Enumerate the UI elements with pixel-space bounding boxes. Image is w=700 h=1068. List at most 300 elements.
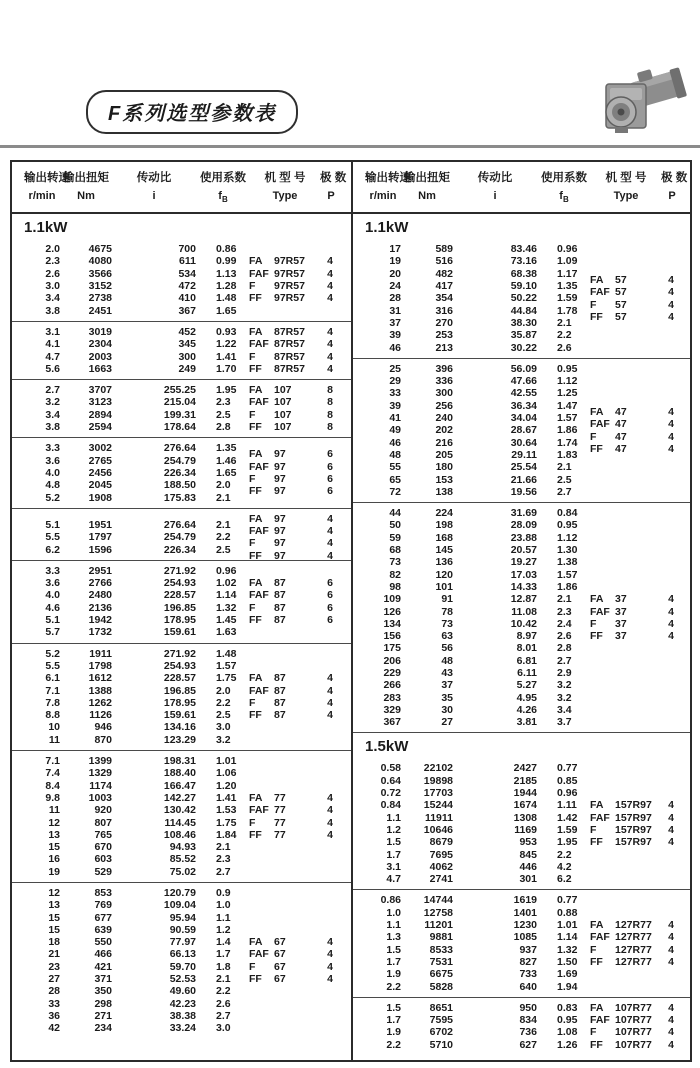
type-row xyxy=(590,812,682,824)
type-group xyxy=(249,255,341,304)
output-speed-value: 65 xyxy=(389,473,401,486)
type-prefix: F xyxy=(249,473,256,486)
output-torque-value: 4675 xyxy=(88,243,112,256)
service-factor-value: 1.0 xyxy=(216,899,231,912)
type-value xyxy=(249,421,319,433)
type-row xyxy=(590,630,682,642)
type-model: 97R57 xyxy=(274,280,305,293)
service-factor-value: 0.86 xyxy=(216,243,237,256)
output-torque-value: 8651 xyxy=(429,1001,453,1014)
type-model: 67 xyxy=(274,948,286,961)
type-model: 107R77 xyxy=(615,1014,652,1027)
type-prefix: F xyxy=(590,430,597,443)
ratio-value: 56.09 xyxy=(510,362,537,375)
ratio-value: 66.13 xyxy=(169,948,196,961)
title-divider xyxy=(0,145,700,148)
output-speed-value: 42 xyxy=(48,1022,60,1035)
ratio-value: 254.93 xyxy=(163,659,196,672)
type-value xyxy=(590,443,660,455)
service-factor-value: 2.6 xyxy=(557,341,572,354)
type-model: 87 xyxy=(274,672,286,685)
output-speed-value: 23 xyxy=(48,960,60,973)
type-model: 37 xyxy=(615,593,627,606)
table-row xyxy=(353,692,690,704)
type-row xyxy=(249,485,341,497)
unit-torque: Nm xyxy=(418,190,436,202)
output-torque-value: 2451 xyxy=(88,304,112,317)
output-speed-value: 33 xyxy=(48,997,60,1010)
poles-value: 8 xyxy=(327,421,333,434)
poles-value: 4 xyxy=(668,405,674,418)
ratio-value: 85.52 xyxy=(169,853,196,866)
col-header-torque: 输出扭矩 xyxy=(63,172,109,184)
type-value xyxy=(249,338,319,350)
type-model: 107 xyxy=(274,384,292,397)
type-row xyxy=(590,274,682,286)
section-label: 1.1kW xyxy=(24,219,68,237)
poles-value: 4 xyxy=(668,630,674,643)
output-torque-value: 198 xyxy=(435,519,453,532)
type-row xyxy=(590,931,682,943)
service-factor-value: 0.83 xyxy=(557,1001,578,1014)
ratio-value: 736 xyxy=(519,1026,537,1039)
ratio-value: 5.27 xyxy=(516,679,537,692)
type-row xyxy=(249,363,341,375)
unit-servicefactor: $f_B$ xyxy=(218,190,228,205)
output-speed-value: 68 xyxy=(389,544,401,557)
output-speed-value: 6.2 xyxy=(45,543,60,556)
poles-value: 8 xyxy=(327,408,333,421)
service-factor-value: 1.57 xyxy=(557,568,578,581)
output-speed-value: 156 xyxy=(383,630,401,643)
ratio-value: 90.59 xyxy=(169,923,196,936)
type-value xyxy=(249,485,319,497)
type-model: 57 xyxy=(615,273,627,286)
service-factor-value: 1.95 xyxy=(216,384,237,397)
ratio-value: 300 xyxy=(178,350,196,363)
table-row xyxy=(353,255,690,267)
poles-value: 4 xyxy=(668,273,674,286)
table-row xyxy=(353,655,690,667)
output-torque-value: 10646 xyxy=(423,823,453,836)
ratio-value: 254.93 xyxy=(163,577,196,590)
type-value xyxy=(590,606,660,618)
output-torque-value: 677 xyxy=(94,911,112,924)
service-factor-value: 0.95 xyxy=(557,519,578,532)
table-body xyxy=(12,214,351,1038)
section-label: 1.5kW xyxy=(365,738,409,756)
table-row xyxy=(353,581,690,593)
type-prefix: FA xyxy=(249,791,263,804)
service-factor-value: 1.57 xyxy=(216,659,237,672)
output-speed-value: 9.8 xyxy=(45,791,60,804)
service-factor-value: 1.13 xyxy=(216,267,237,280)
type-prefix: FF xyxy=(249,614,262,627)
output-speed-value: 367 xyxy=(383,716,401,729)
poles-value: 4 xyxy=(668,823,674,836)
output-speed-value: 28 xyxy=(48,985,60,998)
ratio-value: 271.92 xyxy=(163,564,196,577)
ratio-value: 175.83 xyxy=(163,491,196,504)
type-row xyxy=(249,268,341,280)
output-speed-value: 12 xyxy=(48,816,60,829)
output-speed-value: 39 xyxy=(389,329,401,342)
output-torque-value: 145 xyxy=(435,544,453,557)
output-torque-value: 300 xyxy=(435,387,453,400)
output-speed-value: 98 xyxy=(389,580,401,593)
ratio-value: 35.87 xyxy=(510,329,537,342)
output-torque-value: 12758 xyxy=(423,906,453,919)
output-speed-value: 4.0 xyxy=(45,466,60,479)
type-model: 107 xyxy=(274,421,292,434)
service-factor-value: 0.96 xyxy=(557,787,578,800)
service-factor-value: 1.25 xyxy=(557,387,578,400)
output-torque-value: 298 xyxy=(94,997,112,1010)
poles-value: 6 xyxy=(327,614,333,627)
type-value xyxy=(249,577,319,589)
ratio-value: 28.67 xyxy=(510,424,537,437)
output-speed-value: 4.6 xyxy=(45,601,60,614)
service-factor-value: 1.46 xyxy=(216,454,237,467)
output-speed-value: 3.3 xyxy=(45,564,60,577)
table-row xyxy=(12,767,351,779)
output-speed-value: 8.4 xyxy=(45,779,60,792)
service-factor-value: 0.9 xyxy=(216,886,231,899)
output-torque-value: 421 xyxy=(94,960,112,973)
type-prefix: FA xyxy=(249,384,263,397)
output-torque-value: 3019 xyxy=(88,325,112,338)
ratio-value: 301 xyxy=(519,873,537,886)
type-value xyxy=(590,274,660,286)
output-torque-value: 946 xyxy=(94,721,112,734)
header-row-units xyxy=(353,188,690,208)
service-factor-value: 1.8 xyxy=(216,960,231,973)
ratio-value: 142.27 xyxy=(163,791,196,804)
table-row xyxy=(353,679,690,691)
unit-type: Type xyxy=(272,190,298,202)
table-row xyxy=(353,556,690,568)
type-prefix: F xyxy=(590,1026,597,1039)
col-header-ratio: 传动比 xyxy=(477,172,513,184)
output-torque-value: 1329 xyxy=(88,767,112,780)
service-factor-value: 1.65 xyxy=(216,304,237,317)
ratio-value: 1401 xyxy=(513,906,537,919)
type-prefix: FA xyxy=(249,448,263,461)
output-speed-value: 1.9 xyxy=(386,1026,401,1039)
output-speed-value: 10 xyxy=(48,721,60,734)
table-row xyxy=(353,387,690,399)
service-factor-value: 2.1 xyxy=(216,491,231,504)
service-factor-value: 1.30 xyxy=(557,544,578,557)
type-row xyxy=(249,948,341,960)
header-row-names xyxy=(12,168,351,188)
type-value xyxy=(590,1039,660,1051)
type-value xyxy=(249,589,319,601)
output-speed-value: 1.1 xyxy=(386,919,401,932)
poles-value: 4 xyxy=(668,593,674,606)
output-torque-value: 19898 xyxy=(423,774,453,787)
output-torque-value: 136 xyxy=(435,556,453,569)
ratio-value: 19.56 xyxy=(510,485,537,498)
output-torque-value: 4080 xyxy=(88,255,112,268)
poles-value: 4 xyxy=(327,696,333,709)
ratio-value: 178.64 xyxy=(163,421,196,434)
service-factor-value: 1.94 xyxy=(557,980,578,993)
ratio-value: 249 xyxy=(178,362,196,375)
type-model: 87 xyxy=(274,589,286,602)
output-speed-value: 2.2 xyxy=(386,1038,401,1051)
service-factor-value: 2.3 xyxy=(557,605,572,618)
poles-value: 4 xyxy=(327,672,333,685)
table-row xyxy=(12,841,351,853)
type-row xyxy=(249,614,341,626)
output-torque-value: 516 xyxy=(435,255,453,268)
service-factor-value: 1.86 xyxy=(557,580,578,593)
service-factor-value: 1.41 xyxy=(216,791,237,804)
type-prefix: FAF xyxy=(249,267,269,280)
type-prefix: FAF xyxy=(249,338,269,351)
output-torque-value: 17703 xyxy=(423,787,453,800)
output-torque-value: 550 xyxy=(94,936,112,949)
output-speed-value: 28 xyxy=(389,292,401,305)
output-speed-value: 3.1 xyxy=(386,860,401,873)
type-group xyxy=(590,593,682,642)
output-speed-value: 15 xyxy=(48,923,60,936)
ratio-value: 166.47 xyxy=(163,779,196,792)
poles-value: 4 xyxy=(668,1038,674,1051)
type-model: 77 xyxy=(274,816,286,829)
table-row xyxy=(353,507,690,519)
output-torque-value: 14744 xyxy=(423,894,453,907)
poles-value: 6 xyxy=(327,460,333,473)
ratio-value: 937 xyxy=(519,943,537,956)
type-model: 97 xyxy=(274,537,286,550)
ratio-value: 29.11 xyxy=(511,448,537,461)
unit-speed: r/min xyxy=(369,190,397,202)
output-speed-value: 5.2 xyxy=(45,647,60,660)
type-prefix: F xyxy=(249,350,256,363)
output-speed-value: 2.2 xyxy=(386,980,401,993)
ratio-value: 12.87 xyxy=(510,593,537,606)
type-prefix: FA xyxy=(249,672,263,685)
ratio-value: 2427 xyxy=(513,762,537,775)
col-header-servicefactor: 使用系数 xyxy=(541,172,587,184)
ratio-value: 47.66 xyxy=(510,375,537,388)
unit-ratio: i xyxy=(493,190,497,202)
table-row xyxy=(353,342,690,354)
header-row-names xyxy=(353,168,690,188)
table-row xyxy=(12,305,351,317)
type-prefix: FAF xyxy=(590,931,610,944)
output-speed-value: 36 xyxy=(48,1009,60,1022)
data-block xyxy=(353,889,690,996)
service-factor-value: 2.1 xyxy=(557,593,572,606)
type-value xyxy=(590,418,660,430)
output-torque-value: 1797 xyxy=(88,531,112,544)
unit-servicefactor: $f_B$ xyxy=(559,190,569,205)
type-prefix: FAF xyxy=(249,684,269,697)
service-factor-value: 3.2 xyxy=(216,733,231,746)
poles-value: 4 xyxy=(327,280,333,293)
table-row xyxy=(353,907,690,919)
ratio-value: 108.46 xyxy=(163,828,196,841)
type-prefix: FAF xyxy=(590,286,610,299)
type-model: 77 xyxy=(274,804,286,817)
type-prefix: F xyxy=(590,943,597,956)
table-header xyxy=(12,162,351,214)
type-row xyxy=(590,593,682,605)
type-row xyxy=(249,973,341,985)
ratio-value: 38.30 xyxy=(510,316,537,329)
ratio-value: 17.03 xyxy=(510,568,537,581)
output-speed-value: 4.7 xyxy=(45,350,60,363)
type-model: 97R57 xyxy=(274,267,305,280)
service-factor-value: 1.75 xyxy=(216,672,237,685)
table-row xyxy=(353,519,690,531)
output-speed-value: 283 xyxy=(383,691,401,704)
type-prefix: FA xyxy=(249,255,263,268)
table-row xyxy=(12,912,351,924)
ratio-value: 452 xyxy=(178,325,196,338)
type-value xyxy=(249,961,319,973)
type-row xyxy=(590,1039,682,1051)
type-row xyxy=(590,1002,682,1014)
ratio-value: 1944 xyxy=(513,787,537,800)
service-factor-value: 1.12 xyxy=(557,375,578,388)
type-model: 37 xyxy=(615,617,627,630)
table-row xyxy=(12,626,351,638)
output-torque-value: 22102 xyxy=(423,762,453,775)
output-speed-value: 3.4 xyxy=(45,292,60,305)
output-speed-value: 3.4 xyxy=(45,408,60,421)
data-block xyxy=(353,997,690,1055)
output-torque-value: 466 xyxy=(94,948,112,961)
output-speed-value: 2.0 xyxy=(45,243,60,256)
service-factor-value: 1.28 xyxy=(216,280,237,293)
service-factor-value: 1.48 xyxy=(216,292,237,305)
service-factor-value: 2.2 xyxy=(216,985,231,998)
type-group xyxy=(249,326,341,375)
type-group xyxy=(249,513,341,562)
poles-value: 6 xyxy=(327,577,333,590)
service-factor-value: 6.2 xyxy=(557,873,572,886)
poles-value: 4 xyxy=(668,418,674,431)
service-factor-value: 1.57 xyxy=(557,412,578,425)
poles-value: 8 xyxy=(327,396,333,409)
output-speed-value: 1.7 xyxy=(386,1014,401,1027)
output-torque-value: 1126 xyxy=(89,709,112,722)
ratio-value: 95.94 xyxy=(169,911,196,924)
type-prefix: FAF xyxy=(590,418,610,431)
service-factor-value: 2.2 xyxy=(557,329,572,342)
service-factor-value: 1.65 xyxy=(216,466,237,479)
service-factor-value: 2.3 xyxy=(216,853,231,866)
type-row xyxy=(249,936,341,948)
output-torque-value: 48 xyxy=(441,654,453,667)
ratio-value: 1674 xyxy=(513,799,537,812)
ratio-value: 19.27 xyxy=(510,556,537,569)
output-torque-value: 3002 xyxy=(88,442,112,455)
output-speed-value: 109 xyxy=(383,593,401,606)
output-speed-value: 37 xyxy=(389,316,401,329)
ratio-value: 36.34 xyxy=(510,399,537,412)
output-torque-value: 253 xyxy=(435,329,453,342)
type-model: 37 xyxy=(615,630,627,643)
service-factor-value: 0.95 xyxy=(557,362,578,375)
type-row xyxy=(249,292,341,304)
type-row xyxy=(249,255,341,267)
ratio-value: 10.42 xyxy=(510,617,537,630)
type-value xyxy=(590,593,660,605)
type-value xyxy=(249,448,319,460)
table-row xyxy=(353,894,690,906)
ratio-value: 640 xyxy=(519,980,537,993)
type-prefix: FF xyxy=(590,630,603,643)
ratio-value: 1230 xyxy=(513,919,537,932)
type-value xyxy=(590,931,660,943)
type-value xyxy=(590,299,660,311)
type-row xyxy=(249,421,341,433)
type-prefix: FF xyxy=(590,1038,603,1051)
output-torque-value: 6702 xyxy=(429,1026,453,1039)
poles-value: 6 xyxy=(327,485,333,498)
output-speed-value: 17 xyxy=(389,243,401,256)
type-model: 127R77 xyxy=(615,955,652,968)
service-factor-value: 1.02 xyxy=(216,577,237,590)
ratio-value: 6.11 xyxy=(517,666,537,679)
ratio-value: 34.04 xyxy=(510,412,537,425)
service-factor-value: 1.70 xyxy=(216,362,237,375)
service-factor-value: 3.0 xyxy=(216,1022,231,1035)
service-factor-value: 1.14 xyxy=(216,589,237,602)
ratio-value: 4.26 xyxy=(516,703,537,716)
output-torque-value: 350 xyxy=(94,985,112,998)
table-row xyxy=(353,375,690,387)
service-factor-value: 1.1 xyxy=(216,911,231,924)
table-row xyxy=(12,887,351,899)
ratio-value: 226.34 xyxy=(163,543,196,556)
table-row xyxy=(12,565,351,577)
table-left-half xyxy=(12,162,351,1060)
type-value xyxy=(249,384,319,396)
data-block xyxy=(12,437,351,507)
output-torque-value: 101 xyxy=(435,580,453,593)
output-speed-value: 15 xyxy=(48,841,60,854)
type-value xyxy=(590,630,660,642)
table-row xyxy=(353,569,690,581)
output-speed-value: 3.2 xyxy=(45,396,60,409)
poles-value: 4 xyxy=(668,286,674,299)
type-row xyxy=(590,606,682,618)
type-group xyxy=(590,799,682,848)
poles-value: 4 xyxy=(327,828,333,841)
type-value xyxy=(249,409,319,421)
output-torque-value: 639 xyxy=(94,923,112,936)
ratio-value: 68.38 xyxy=(510,267,537,280)
output-torque-value: 1174 xyxy=(89,779,112,792)
type-prefix: FA xyxy=(590,593,604,606)
type-row xyxy=(590,1014,682,1026)
ratio-value: 33.24 xyxy=(169,1022,196,1035)
output-torque-value: 1596 xyxy=(88,543,112,556)
output-torque-value: 482 xyxy=(435,267,453,280)
type-row xyxy=(590,836,682,848)
ratio-value: 611 xyxy=(179,255,196,268)
ratio-value: 25.54 xyxy=(510,461,537,474)
service-factor-value: 2.4 xyxy=(557,617,572,630)
service-factor-value: 1.17 xyxy=(557,267,578,280)
output-torque-value: 1732 xyxy=(88,626,112,639)
